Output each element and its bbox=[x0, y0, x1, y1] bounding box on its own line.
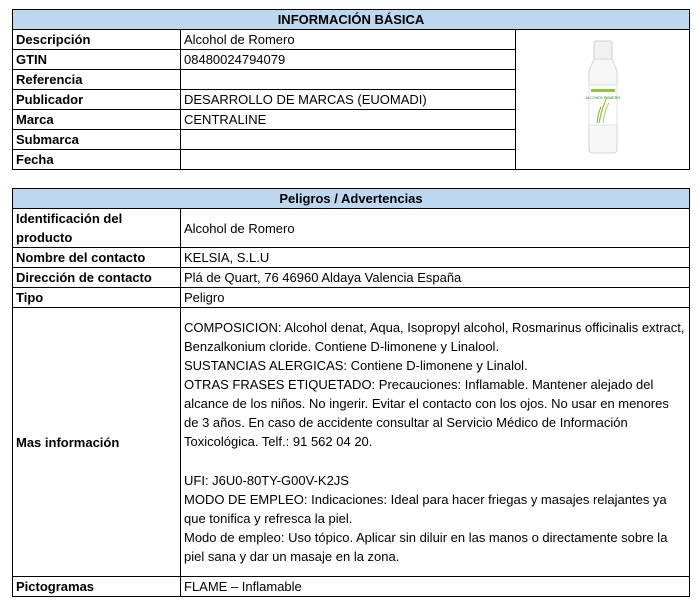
bottle-label-text: ALCOHOL ROMERO bbox=[585, 96, 620, 100]
value-descripcion: Alcohol de Romero bbox=[181, 30, 516, 50]
value-mas-informacion bbox=[181, 308, 690, 577]
basic-info-header: INFORMACIÓN BÁSICA bbox=[13, 10, 690, 30]
value-nombre-contacto: KELSIA, S.L.U bbox=[181, 248, 690, 268]
value-fecha bbox=[181, 150, 516, 170]
label-descripcion: Descripción bbox=[13, 30, 181, 50]
value-identificacion: Alcohol de Romero bbox=[181, 209, 690, 248]
value-marca: CENTRALINE bbox=[181, 110, 516, 130]
info-line: MODO DE EMPLEO: Indicaciones: Ideal para hacer friegas y masajes relajantes ya que tonifica y refresca la piel. bbox=[184, 492, 667, 526]
value-publicador: DESARROLLO DE MARCAS (EUOMADI) bbox=[181, 90, 516, 110]
label-referencia: Referencia bbox=[13, 70, 181, 90]
label-pictogramas: Pictogramas bbox=[13, 577, 181, 597]
info-blank-line bbox=[184, 451, 686, 471]
label-nombre-contacto: Nombre del contacto bbox=[13, 248, 181, 268]
value-pictogramas: FLAME – Inflamable bbox=[181, 577, 690, 597]
value-submarca bbox=[181, 130, 516, 150]
hazards-header: Peligros / Advertencias bbox=[13, 189, 690, 209]
info-line: UFI: J6U0-80TY-G00V-K2JS bbox=[184, 473, 349, 488]
label-tipo: Tipo bbox=[13, 288, 181, 308]
label-gtin: GTIN bbox=[13, 50, 181, 70]
label-fecha: Fecha bbox=[13, 150, 181, 170]
label-mas-informacion: Mas información bbox=[13, 308, 181, 577]
label-publicador: Publicador bbox=[13, 90, 181, 110]
basic-info-table bbox=[12, 9, 690, 170]
hazards-table bbox=[12, 188, 690, 597]
bottle-icon bbox=[573, 37, 633, 157]
value-referencia bbox=[181, 70, 516, 90]
info-line: SUSTANCIAS ALERGICAS: Contiene D-limonene y Linalol. bbox=[184, 358, 528, 373]
info-line: COMPOSICION: Alcohol denat, Aqua, Isopropyl alcohol, Rosmarinus officinalis extract, Benzalkonium cloride. Contiene D-limonene y Linalool. bbox=[184, 320, 685, 354]
label-identificacion: Identificación del producto bbox=[13, 209, 181, 248]
value-direccion-contacto: Plá de Quart, 76 46960 Aldaya Valencia España bbox=[181, 268, 690, 288]
value-gtin: 08480024794079 bbox=[181, 50, 516, 70]
info-line: Modo de empleo: Uso tópico. Aplicar sin diluir en las manos o directamente sobre la piel sana y dar un masaje en la zona. bbox=[184, 530, 668, 564]
label-marca: Marca bbox=[13, 110, 181, 130]
label-direccion-contacto: Dirección de contacto bbox=[13, 268, 181, 288]
product-image-cell bbox=[516, 30, 690, 170]
label-submarca: Submarca bbox=[13, 130, 181, 150]
value-tipo: Peligro bbox=[181, 288, 690, 308]
info-line: OTRAS FRASES ETIQUETADO: Precauciones: Inflamable. Mantener alejado del alcance de los niños. No ingerir. Evitar el contacto con los ojos. No usar en menores de 3 años. En caso de accidente consultar al Servicio Médico de Información Toxicológica. Telf.: 91 562 04 20. bbox=[184, 377, 669, 449]
